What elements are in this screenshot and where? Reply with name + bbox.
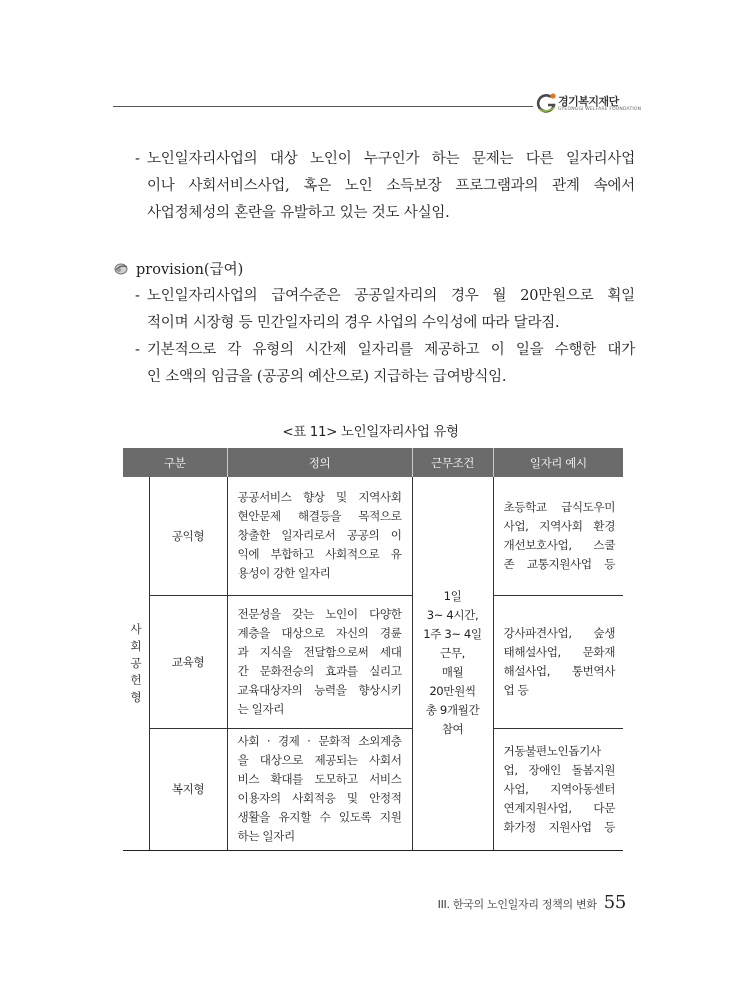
row-definition [227, 728, 412, 850]
condition-line: 1주 3~ 4일 [423, 627, 482, 642]
work-conditions [412, 477, 493, 850]
bullet-line: 기본적으로 각 유형의 시간제 일자리를 제공하고 이 일을 수행한 대가 [147, 342, 635, 358]
example-line: 개선보호사업, 스쿨 [503, 537, 616, 552]
bullet-line: 노인일자리사업의 대상 노인이 누구인가 하는 문제는 다른 일자리사업 [147, 151, 635, 167]
example-line: 업, 장애인 돌봄지원 [503, 762, 616, 777]
logo-subtitle: GYEONGGI WELFARE FOUNDATION [558, 107, 642, 112]
row-category: 공익형 [149, 477, 227, 595]
group-label [123, 477, 149, 850]
condition-line: 근무, [440, 646, 465, 661]
definition-line: 전문성을 갖는 노인이 다양한 [237, 606, 402, 621]
example-line: 존 교통지원사업 등 [503, 556, 616, 571]
header-category: 구분 [123, 448, 227, 477]
definition-line: 공공서비스 향상 및 지역사회 [237, 490, 402, 505]
condition-line: 3~ 4시간, [426, 608, 479, 623]
condition-line: 1일 [443, 589, 462, 604]
definition-line: 익에 부합하고 사회적으로 유 [237, 547, 402, 562]
logo-name: 경기복지재단 [558, 95, 619, 108]
definition-line: 비스 확대를 도모하고 서비스 [237, 772, 402, 786]
condition-line: 총 9개월간 [425, 703, 480, 718]
foundation-logo-icon [536, 92, 558, 114]
section-heading [113, 258, 243, 279]
definition-line: 하는 일자리 [237, 829, 295, 843]
condition-line: 참여 [441, 722, 464, 737]
group-label-char: 헌 [130, 672, 142, 687]
definition-line: 과 지식을 전달함으로써 세대 [237, 644, 402, 659]
example-line: 태해설사업, 문화재 [503, 644, 616, 659]
condition-line: 20만원씩 [429, 684, 476, 699]
example-line: 거동불편노인돕기사 [503, 743, 601, 758]
definition-line: 을 대상으로 제공되는 사회서 [237, 753, 402, 767]
provision-bullet-1 [135, 283, 635, 337]
bullet-line: 사업정체성의 혼란을 유발하고 있는 것도 사실임. [147, 205, 450, 221]
example-line: 사업, 지역사회 환경 [503, 518, 616, 533]
row-examples [493, 595, 623, 728]
example-line: 해설사업, 통번역사 [503, 663, 616, 678]
definition-line: 간 문화전승의 효과를 실리고 [237, 663, 402, 678]
header-examples: 일자리 예시 [493, 448, 623, 477]
example-line: 강사파견사업, 숲생 [503, 625, 616, 640]
bullet-line: 적이며 시장형 등 민간일자리의 경우 사업의 수익성에 따라 달라짐. [147, 315, 560, 331]
table-caption: <표 11> 노인일자리사업 유형 [282, 424, 459, 440]
definition-line: 창출한 일자리로서 공공의 이 [237, 528, 402, 543]
header-conditions: 근무조건 [412, 448, 493, 477]
bullet-line: 인 소액의 임금을 (공공의 예산으로) 지급하는 급여방식임. [147, 369, 507, 385]
page-footer [438, 892, 626, 913]
condition-line: 매월 [441, 665, 464, 680]
row-definition [227, 595, 412, 728]
group-label-char: 사 [130, 621, 142, 636]
row-examples [493, 728, 623, 850]
bullet-dash: - [135, 342, 140, 358]
section-bullet-icon [113, 262, 128, 275]
section-title: provision(급여) [136, 262, 244, 278]
example-line: 업 등 [503, 682, 529, 697]
bullet-dash: - [135, 151, 140, 167]
provision-bullet-2 [135, 337, 635, 391]
table-row [123, 477, 623, 595]
foundation-logo [536, 90, 642, 118]
group-label-char: 공 [130, 655, 142, 670]
definition-line: 현안문제 해결등을 목적으로 [237, 509, 402, 524]
bullet-line: 이나 사회서비스사업, 혹은 노인 소득보장 프로그램과의 관계 속에서 [147, 178, 635, 194]
definition-line: 이용자의 사회적응 및 안정적 [237, 791, 402, 805]
group-label-char: 회 [130, 638, 142, 653]
definition-line: 용성이 강한 일자리 [237, 566, 331, 581]
table-row [123, 728, 623, 850]
page-number: 55 [603, 892, 626, 913]
definition-line: 는 일자리 [237, 701, 284, 716]
example-line: 초등학교 급식도우미 [503, 499, 616, 514]
table-header-row [123, 448, 623, 477]
example-line: 연계지원사업, 다문 [503, 800, 616, 815]
row-definition [227, 477, 412, 595]
example-line: 화가정 지원사업 등 [503, 819, 616, 834]
table-row [123, 595, 623, 728]
definition-line: 교육대상자의 능력을 향상시키 [237, 682, 402, 697]
definition-line: 생활을 유지할 수 있도록 지원 [237, 810, 402, 824]
header-rule [113, 106, 533, 107]
row-examples [493, 477, 623, 595]
chapter-title: III. 한국의 노인일자리 정책의 변화 [437, 898, 597, 911]
job-type-table [123, 448, 623, 851]
group-label-char: 형 [130, 689, 142, 704]
example-line: 사업, 지역아동센터 [503, 781, 616, 796]
row-category: 교육형 [149, 595, 227, 728]
definition-line: 계층을 대상으로 자신의 경륜 [237, 625, 402, 640]
row-category: 복지형 [149, 728, 227, 850]
bullet-line: 노인일자리사업의 급여수준은 공공일자리의 경우 월 20만원으로 획일 [147, 288, 635, 304]
definition-line: 사회 · 경제 · 문화적 소외계층 [237, 734, 402, 748]
header-definition: 정의 [227, 448, 412, 477]
intro-bullet [135, 146, 635, 227]
bullet-dash: - [135, 288, 140, 304]
